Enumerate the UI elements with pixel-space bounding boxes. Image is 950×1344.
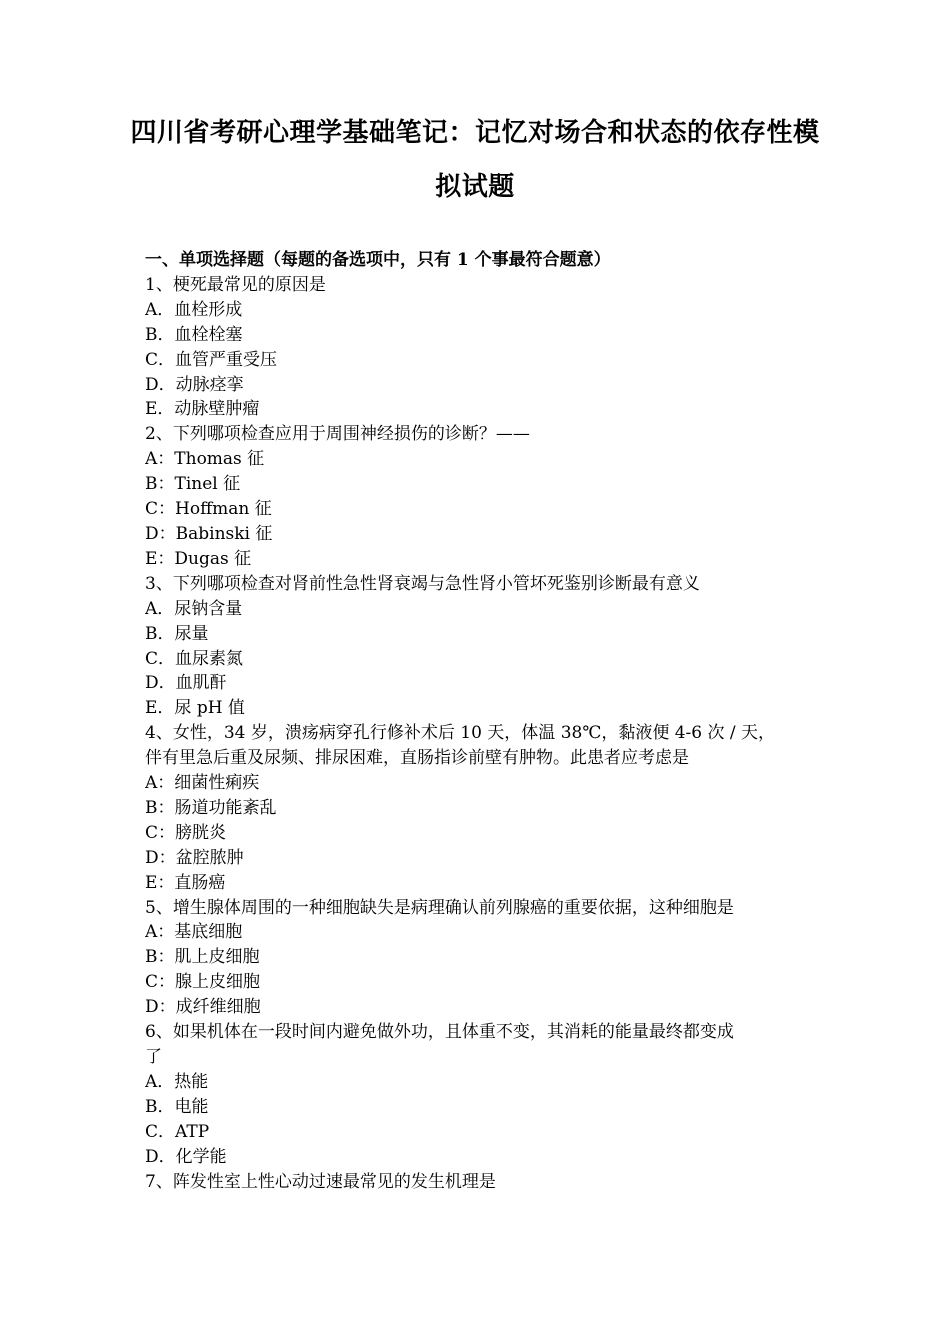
question-6-stem-line-1: 6、如果机体在一段时间内避免做外功，且体重不变，其消耗的能量最终都变成	[145, 1022, 734, 1043]
question-3-option-d: D．血肌酐	[145, 673, 227, 694]
question-2-stem: 2、下列哪项检查应用于周围神经损伤的诊断？——	[145, 424, 530, 445]
question-2-option-c: C：Hoffman 征	[145, 499, 272, 520]
question-2-option-a: A：Thomas 征	[145, 449, 265, 470]
question-4-stem-line-1: 4、女性，34 岁，溃疡病穿孔行修补术后 10 天，体温 38℃，黏液便 4-6 次 / 天，	[145, 723, 776, 744]
question-4-option-c: C：膀胱炎	[145, 822, 227, 843]
question-3-option-a: A．尿钠含量	[145, 598, 243, 619]
question-3-option-e: E．尿 pH 值	[145, 698, 245, 719]
document-title-line-2: 拟试题	[435, 172, 515, 202]
document-body	[145, 248, 810, 1194]
question-7-stem: 7、阵发性室上性心动过速最常见的发生机理是	[145, 1171, 496, 1192]
question-6-option-d: D．化学能	[145, 1146, 227, 1167]
question-3-stem: 3、下列哪项检查对肾前性急性肾衰竭与急性肾小管坏死鉴别诊断最有意义	[145, 573, 700, 594]
question-1-stem: 1、梗死最常见的原因是	[145, 274, 326, 295]
question-5-option-b: B：肌上皮细胞	[145, 947, 260, 968]
question-1-option-c: C．血管严重受压	[145, 349, 278, 370]
question-5-option-a: A：基底细胞	[145, 922, 243, 943]
question-4-option-e: E：直肠癌	[145, 872, 226, 893]
question-5-option-d: D：成纤维细胞	[145, 997, 261, 1018]
question-6-option-c: C．ATP	[145, 1121, 210, 1142]
question-2-option-d: D：Babinski 征	[145, 523, 273, 544]
question-5-stem: 5、增生腺体周围的一种细胞缺失是病理确认前列腺癌的重要依据，这种细胞是	[145, 897, 734, 918]
section-heading: 一、单项选择题（每题的备选项中，只有 1 个事最符合题意）	[145, 250, 611, 270]
question-1-option-e: E．动脉壁肿瘤	[145, 399, 260, 420]
question-4-option-a: A：细菌性痢疾	[145, 773, 260, 794]
question-2-option-e: E：Dugas 征	[145, 548, 252, 569]
question-6-option-b: B．电能	[145, 1096, 209, 1117]
question-6-stem-line-2: 了	[145, 1047, 162, 1067]
question-3-option-b: B．尿量	[145, 623, 209, 644]
question-4-stem-line-2: 伴有里急后重及尿频、排尿困难，直肠指诊前壁有肿物。此患者应考虑是	[145, 748, 689, 769]
question-5-option-c: C：腺上皮细胞	[145, 972, 261, 993]
document-title-line-1: 四川省考研心理学基础笔记：记忆对场合和状态的依存性模	[130, 118, 820, 148]
question-1-option-d: D．动脉痉挛	[145, 374, 244, 395]
question-1-option-a: A．血栓形成	[145, 299, 243, 320]
question-6-option-a: A．热能	[145, 1071, 209, 1092]
question-2-option-b: B：Tinel 征	[145, 474, 241, 495]
question-1-option-b: B．血栓栓塞	[145, 324, 243, 345]
question-4-option-b: B：肠道功能紊乱	[145, 797, 277, 818]
question-3-option-c: C．血尿素氮	[145, 648, 244, 669]
question-4-option-d: D：盆腔脓肿	[145, 847, 244, 868]
